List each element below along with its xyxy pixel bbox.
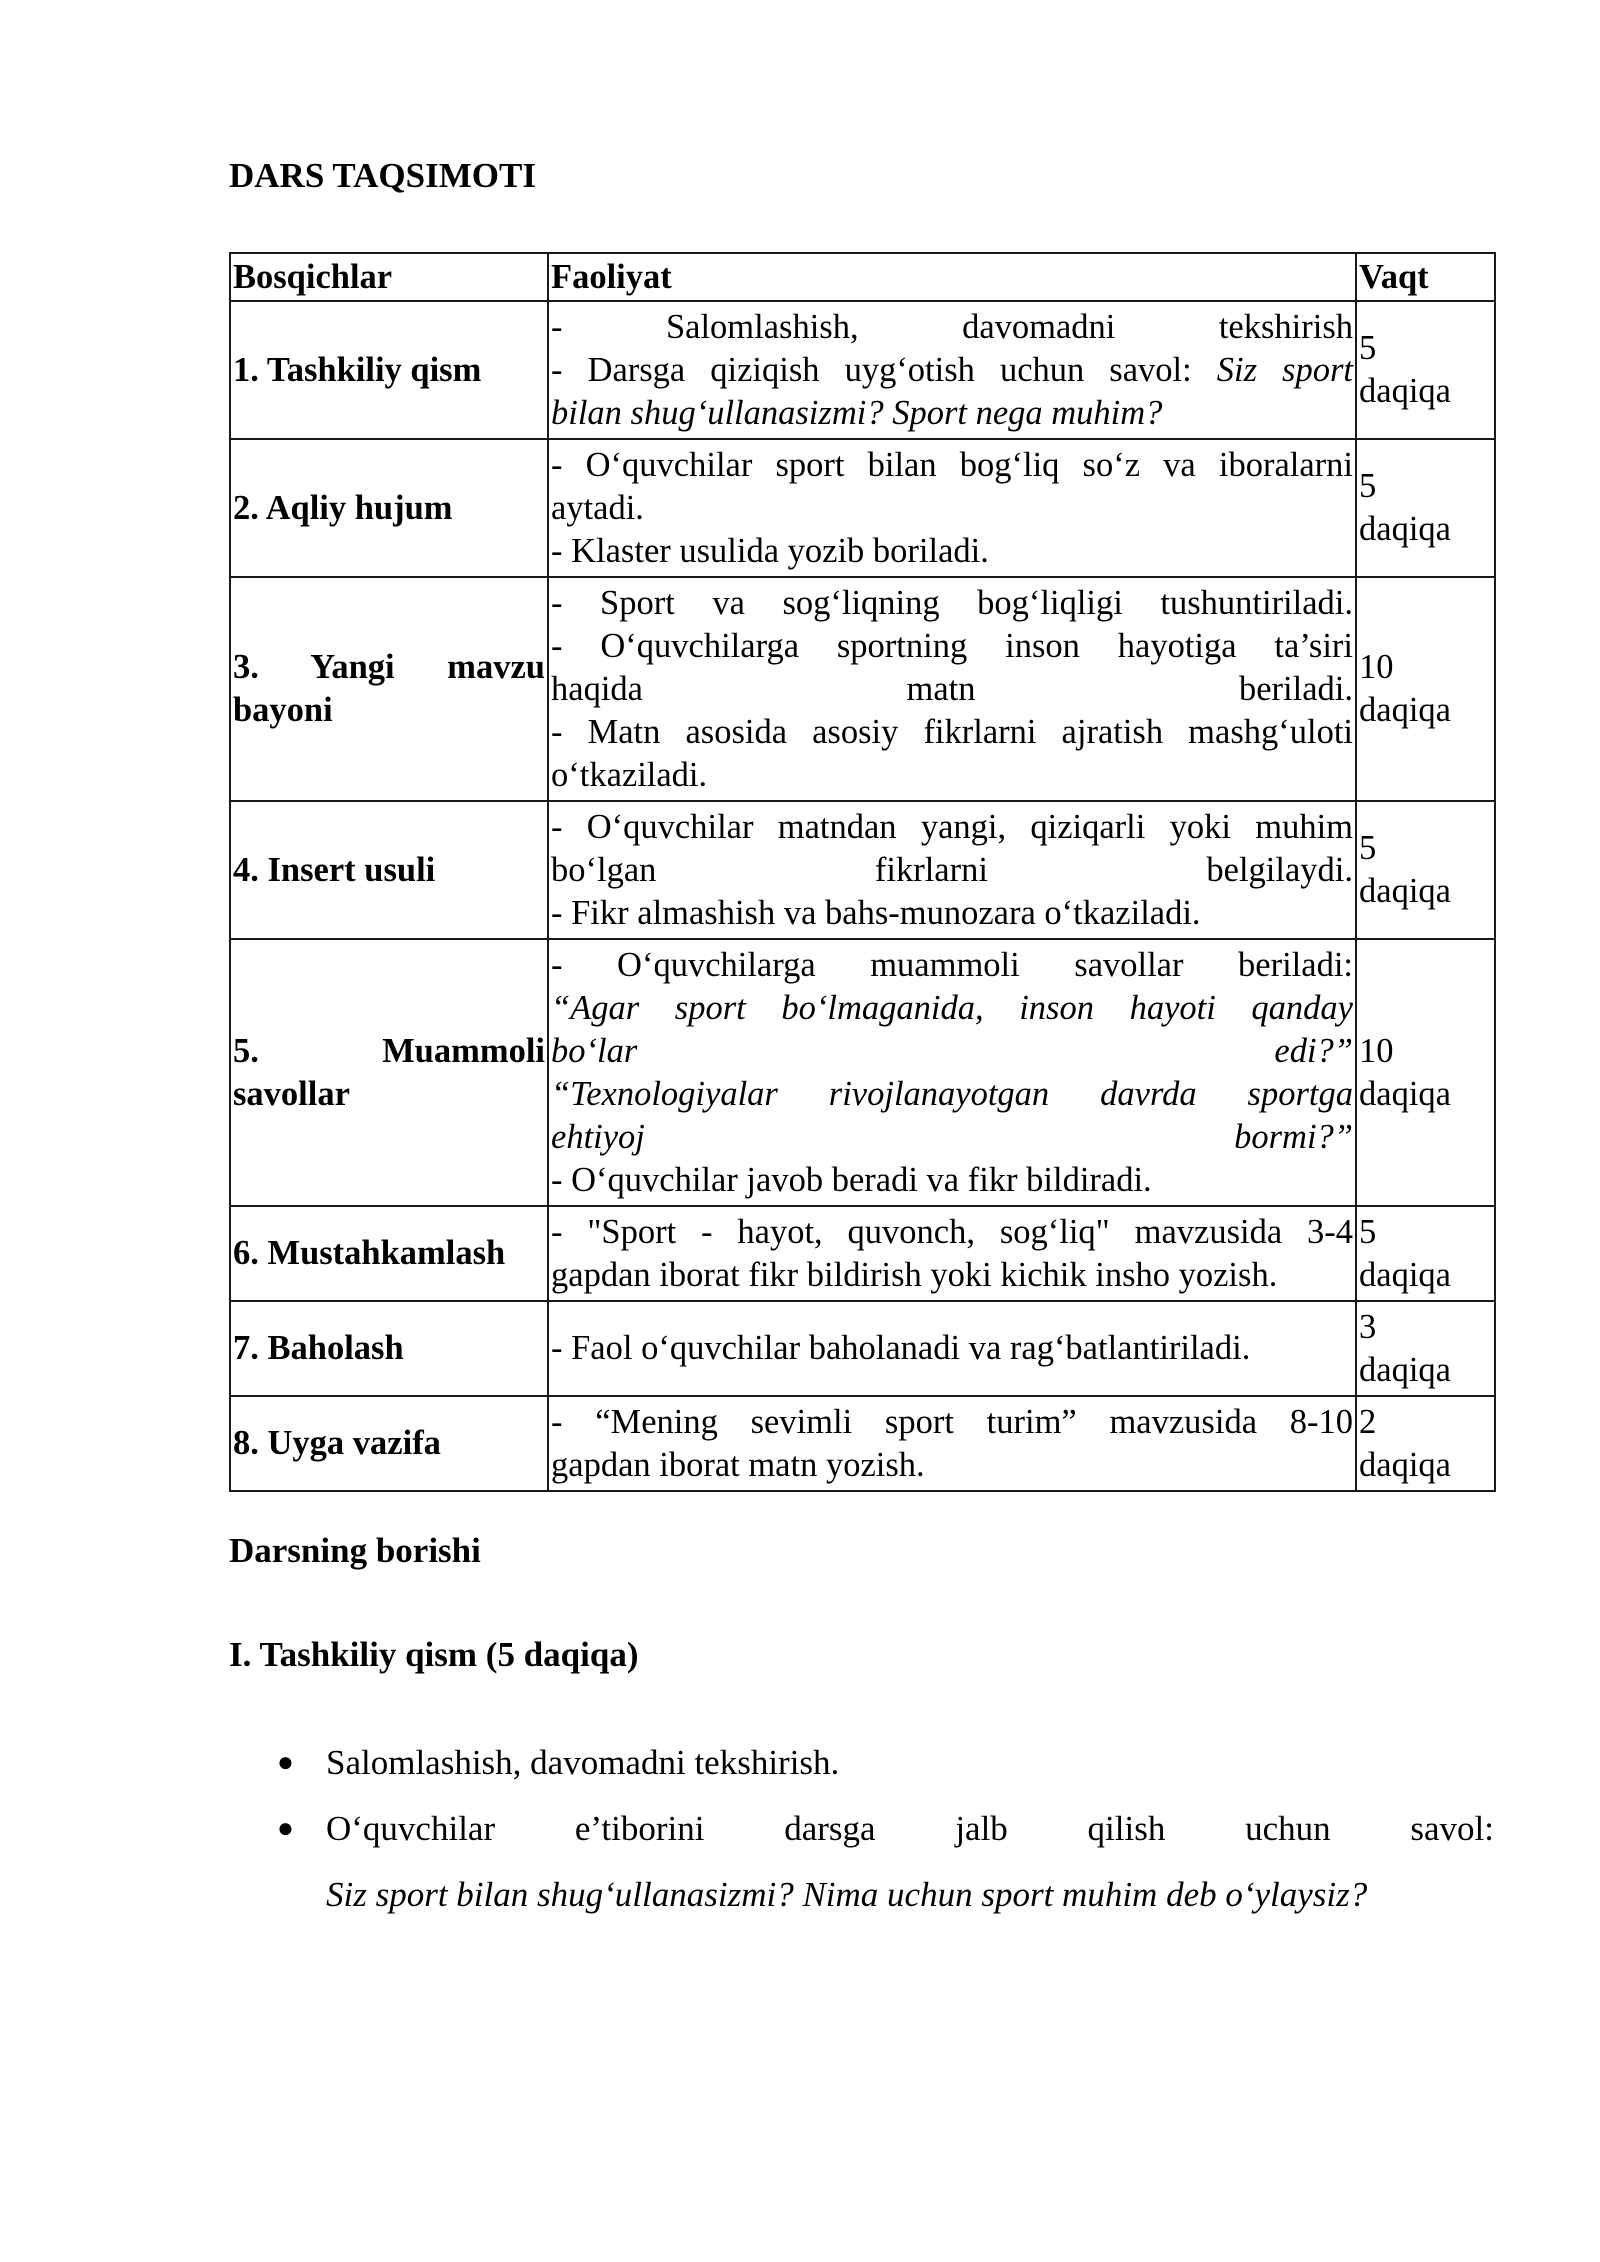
activity-text: “Agar sport bo‘lmaganida, inson hayoti qanday (551, 988, 1353, 1027)
activity-line (551, 625, 1353, 668)
time-cell (1356, 939, 1495, 1206)
activity-text: - O‘quvchilarga sportning inson hayotiga ta’siri (551, 626, 1353, 665)
table-row (230, 1206, 1495, 1301)
table-row (230, 577, 1495, 801)
activity-line (551, 1401, 1353, 1444)
activity-line (551, 530, 1353, 573)
activity-cell (548, 801, 1356, 939)
bullet-list (229, 1730, 1494, 1928)
time-cell (1356, 577, 1495, 801)
activity-text: - Darsga qiziqish uyg‘otish uchun savol: (551, 350, 1217, 389)
time-unit: daqiqa (1359, 1445, 1451, 1484)
header-activity: Faoliyat (548, 253, 1356, 301)
activity-text: aytadi. (551, 488, 644, 527)
activity-line (551, 1030, 1353, 1073)
activity-cell (548, 1301, 1356, 1396)
bullet-icon: ● (277, 1747, 294, 1778)
time-value: 2 (1359, 1402, 1377, 1441)
time-cell (1356, 439, 1495, 577)
table-row (230, 939, 1495, 1206)
activity-text: - “Mening sevimli sport turim” mavzusida 8-10 (551, 1402, 1353, 1441)
activity-text: bo‘lgan fikrlarni belgilaydi. (551, 850, 1353, 889)
table-row (230, 1396, 1495, 1491)
stage-label: 8. Uyga vazifa (233, 1424, 441, 1462)
stage-label: 7. Baholash (233, 1329, 404, 1367)
activity-text: - O‘quvchilar sport bilan bog‘liq so‘z va iboralarni (551, 445, 1353, 484)
time-unit: daqiqa (1359, 691, 1451, 729)
time-value: 10 (1359, 1031, 1394, 1070)
activity-text: - Faol o‘quvchilar baholanadi va rag‘batlantiriladi. (551, 1329, 1251, 1367)
activity-line (551, 892, 1353, 935)
activity-line (551, 944, 1353, 987)
activity-line (551, 1073, 1353, 1116)
table-header-row (230, 253, 1495, 301)
activity-text: - O‘quvchilar javob beradi va fikr bildiradi. (551, 1160, 1152, 1199)
time-cell (1356, 801, 1495, 939)
header-time: Vaqt (1356, 253, 1495, 301)
bullet-text: Salomlashish, davomadni tekshirish. (326, 1743, 840, 1782)
table-body (230, 301, 1495, 1491)
time-unit: daqiqa (1359, 1350, 1451, 1389)
activity-line (551, 1327, 1353, 1370)
activity-line (551, 1254, 1353, 1297)
activity-text: - Fikr almashish va bahs-munozara o‘tkaziladi. (551, 893, 1201, 932)
bullet-question: Siz sport bilan shug‘ullanasizmi? Nima uchun sport muhim deb o‘ylaysiz? (326, 1875, 1368, 1914)
time-value: 3 (1359, 1307, 1377, 1346)
lesson-plan-table (229, 252, 1496, 1492)
time-value: 10 (1359, 648, 1394, 686)
part-heading: I. Tashkiliy qism (5 daqiqa) (229, 1635, 639, 1674)
activity-line (551, 987, 1353, 1030)
stage-label: 3. Yangi mavzu bayoni (233, 648, 545, 729)
activity-text: “Texnologiyalar rivojlanayotgan davrda sportga (551, 1074, 1353, 1113)
activity-line (551, 806, 1353, 849)
time-unit: daqiqa (1359, 1255, 1451, 1294)
time-cell (1356, 1301, 1495, 1396)
activity-line (551, 1159, 1353, 1202)
activity-line (551, 754, 1353, 797)
bullet-icon: ● (277, 1813, 294, 1844)
activity-line (551, 849, 1353, 892)
page-title: DARS TAQSIMOTI (229, 156, 536, 195)
activity-cell (548, 1396, 1356, 1491)
activity-text: ehtiyoj bormi?” (551, 1117, 1353, 1156)
stage-label: 5. Muammoli savollar (233, 1031, 545, 1113)
activity-line (551, 487, 1353, 530)
activity-cell (548, 301, 1356, 439)
progress-heading: Darsning borishi (229, 1531, 481, 1570)
activity-text: haqida matn beriladi. (551, 669, 1353, 708)
activity-text: - Salomlashish, davomadni tekshirish (551, 307, 1353, 346)
list-item (229, 1730, 1494, 1796)
stage-label: 6. Mustahkamlash (233, 1234, 506, 1272)
activity-text: gapdan iborat matn yozish. (551, 1445, 925, 1484)
activity-text: - Klaster usulida yozib boriladi. (551, 531, 989, 570)
bullet-text: O‘quvchilar e’tiborini darsga jalb qilish uchun savol: (326, 1809, 1494, 1848)
activity-cell (548, 577, 1356, 801)
activity-line (551, 582, 1353, 625)
activity-text-italic: Siz sport (1216, 350, 1353, 389)
stage-cell (230, 1301, 548, 1396)
activity-line (551, 1444, 1353, 1487)
stage-cell (230, 439, 548, 577)
activity-text: o‘tkaziladi. (551, 755, 708, 794)
activity-line (551, 444, 1353, 487)
time-value: 5 (1359, 329, 1377, 367)
activity-line (551, 349, 1353, 392)
activity-line (551, 668, 1353, 711)
table-row (230, 801, 1495, 939)
stage-cell (230, 577, 548, 801)
stage-label: 2. Aqliy hujum (233, 488, 453, 527)
table-row (230, 439, 1495, 577)
time-unit: daqiqa (1359, 372, 1451, 410)
stage-cell (230, 1396, 548, 1491)
time-unit: daqiqa (1359, 1074, 1451, 1113)
time-cell (1356, 301, 1495, 439)
stage-label: 1. Tashkiliy qism (233, 350, 482, 389)
activity-text: - "Sport - hayot, quvonch, sog‘liq" mavzusida 3-4 (551, 1212, 1353, 1251)
activity-cell (548, 1206, 1356, 1301)
time-unit: daqiqa (1359, 872, 1451, 910)
activity-text: bilan shug‘ullanasizmi? Sport nega muhim? (551, 393, 1163, 432)
activity-text: - Sport va sog‘liqning bog‘liqligi tushuntiriladi. (551, 583, 1353, 622)
activity-line (551, 306, 1353, 349)
time-value: 5 (1359, 467, 1377, 505)
activity-text: gapdan iborat fikr bildirish yoki kichik insho yozish. (551, 1255, 1278, 1294)
time-cell (1356, 1206, 1495, 1301)
activity-line (551, 1116, 1353, 1159)
time-value: 5 (1359, 1212, 1377, 1251)
stage-cell (230, 1206, 548, 1301)
document-page (229, 150, 1494, 1928)
activity-cell (548, 439, 1356, 577)
table-row (230, 1301, 1495, 1396)
list-item (229, 1796, 1494, 1928)
activity-line (551, 1211, 1353, 1254)
activity-line (551, 711, 1353, 754)
table-row (230, 301, 1495, 439)
time-unit: daqiqa (1359, 510, 1451, 548)
activity-text: - O‘quvchilarga muammoli savollar beriladi: (551, 945, 1353, 984)
activity-text: bo‘lar edi?” (551, 1031, 1353, 1070)
activity-cell (548, 939, 1356, 1206)
activity-text: - O‘quvchilar matndan yangi, qiziqarli yoki muhim (551, 807, 1353, 846)
stage-cell (230, 301, 548, 439)
activity-line (551, 392, 1353, 435)
stage-cell (230, 939, 548, 1206)
time-value: 5 (1359, 829, 1377, 867)
header-stage: Bosqichlar (230, 253, 548, 301)
activity-text: - Matn asosida asosiy fikrlarni ajratish mashg‘uloti (551, 712, 1353, 751)
stage-label: 4. Insert usuli (233, 850, 436, 889)
stage-cell (230, 801, 548, 939)
time-cell (1356, 1396, 1495, 1491)
